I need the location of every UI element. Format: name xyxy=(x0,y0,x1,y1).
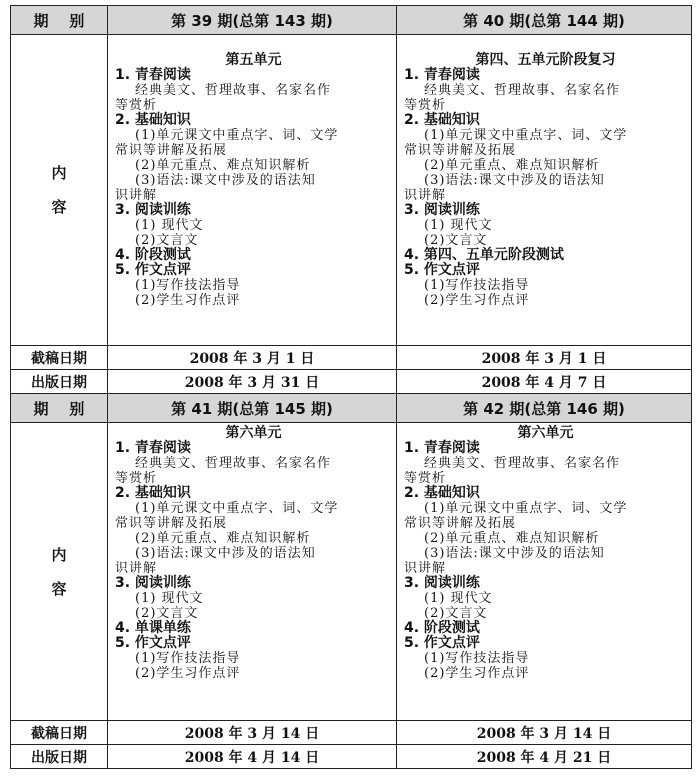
section-item: (2)学生习作点评 xyxy=(424,293,530,308)
cutoff-date: 2008 年 3 月 1 日 xyxy=(397,346,692,370)
section-item: (1) 现代文 xyxy=(424,218,493,233)
unit-heading: 第五单元 xyxy=(225,52,282,68)
section-item: (1)写作技法指导 xyxy=(135,278,241,293)
section-item: 经典美文、哲理故事、名家名作 xyxy=(424,456,621,471)
section-heading: 1. 青春阅读 xyxy=(404,67,480,83)
issue-title: 第 40 期(总第 144 期) xyxy=(397,6,692,35)
section-heading: 4. 单课单练 xyxy=(115,620,191,636)
section-heading: 1. 青春阅读 xyxy=(404,440,480,456)
section-item: (2)学生习作点评 xyxy=(135,666,241,681)
section-item: 经典美文、哲理故事、名家名作 xyxy=(135,83,332,98)
section-heading: 4. 第四、五单元阶段测试 xyxy=(404,247,564,263)
publish-row xyxy=(11,370,692,394)
issue-content xyxy=(397,423,692,721)
section-heading: 2. 基础知识 xyxy=(115,485,191,501)
section-item: 经典美文、哲理故事、名家名作 xyxy=(424,83,621,98)
section-item: (3)语法:课文中涉及的语法知 xyxy=(424,173,605,188)
section-item: 常识等讲解及拓展 xyxy=(404,516,517,531)
section-item: 识讲解 xyxy=(404,561,447,576)
section-item: 常识等讲解及拓展 xyxy=(115,516,228,531)
content-label-top: 内 xyxy=(51,164,67,182)
section-heading: 4. 阶段测试 xyxy=(115,247,191,263)
section-heading: 3. 阅读训练 xyxy=(115,575,191,591)
section-item: (2)单元重点、难点知识解析 xyxy=(424,531,600,546)
issue-content xyxy=(108,35,397,346)
section-item: 等赏析 xyxy=(115,471,158,486)
publish-date: 2008 年 4 月 7 日 xyxy=(397,370,692,394)
content-label-bottom: 容 xyxy=(51,579,67,598)
section-item: 等赏析 xyxy=(115,98,158,113)
content-label xyxy=(11,423,108,721)
cutoff-date: 2008 年 3 月 14 日 xyxy=(397,721,692,745)
section-item: 常识等讲解及拓展 xyxy=(115,143,228,158)
section-item: (2)学生习作点评 xyxy=(135,293,241,308)
section-heading: 3. 阅读训练 xyxy=(404,202,480,218)
cutoff-date: 2008 年 3 月 1 日 xyxy=(108,346,397,370)
section-heading: 5. 作文点评 xyxy=(115,262,191,278)
publish-date: 2008 年 4 月 21 日 xyxy=(397,745,692,769)
issue-content xyxy=(397,35,692,346)
section-item: 识讲解 xyxy=(115,188,158,203)
section-item: (1)写作技法指导 xyxy=(424,278,530,293)
unit-heading: 第六单元 xyxy=(517,425,574,441)
unit-heading: 第四、五单元阶段复习 xyxy=(475,52,616,68)
section-item: 经典美文、哲理故事、名家名作 xyxy=(135,456,332,471)
unit-heading: 第六单元 xyxy=(225,425,282,441)
section-item: (1)单元课文中重点字、词、文学 xyxy=(135,501,339,516)
section-heading: 4. 阶段测试 xyxy=(404,620,480,636)
issue-title: 第 42 期(总第 146 期) xyxy=(397,394,692,423)
issue-content xyxy=(108,423,397,721)
section-heading: 1. 青春阅读 xyxy=(115,67,191,83)
cutoff-label: 截稿日期 xyxy=(11,721,108,745)
section-item: (2)单元重点、难点知识解析 xyxy=(135,158,311,173)
content-label-top: 内 xyxy=(51,545,67,564)
cutoff-row xyxy=(11,721,692,745)
cutoff-row xyxy=(11,346,692,370)
publish-date: 2008 年 4 月 14 日 xyxy=(108,745,397,769)
section-item: (2)单元重点、难点知识解析 xyxy=(135,531,311,546)
publish-row xyxy=(11,745,692,769)
section-heading: 5. 作文点评 xyxy=(404,635,480,651)
publish-date: 2008 年 3 月 31 日 xyxy=(108,370,397,394)
content-row xyxy=(11,35,692,346)
issue-schedule-table xyxy=(10,5,692,769)
section-item: (1)写作技法指导 xyxy=(135,651,241,666)
section-item: (1) 现代文 xyxy=(135,591,204,606)
section-item: (2)文言文 xyxy=(424,606,488,621)
section-item: (1)单元课文中重点字、词、文学 xyxy=(424,501,628,516)
section-item: (1)写作技法指导 xyxy=(424,651,530,666)
section-item: (2)单元重点、难点知识解析 xyxy=(424,158,600,173)
issue-title: 第 39 期(总第 143 期) xyxy=(108,6,397,35)
content-label-bottom: 容 xyxy=(51,198,67,216)
section-item: (3)语法:课文中涉及的语法知 xyxy=(424,546,605,561)
publish-label: 出版日期 xyxy=(11,745,108,769)
section-heading: 2. 基础知识 xyxy=(404,485,480,501)
section-item: (2)文言文 xyxy=(135,606,199,621)
section-item: (1)单元课文中重点字、词、文学 xyxy=(424,128,628,143)
section-item: 等赏析 xyxy=(404,98,447,113)
section-heading: 3. 阅读训练 xyxy=(115,202,191,218)
section-item: 常识等讲解及拓展 xyxy=(404,143,517,158)
section-heading: 2. 基础知识 xyxy=(115,112,191,128)
cutoff-label: 截稿日期 xyxy=(11,346,108,370)
section-item: (3)语法:课文中涉及的语法知 xyxy=(135,173,316,188)
section-item: (3)语法:课文中涉及的语法知 xyxy=(135,546,316,561)
period-label: 期 别 xyxy=(11,394,108,423)
section-item: 等赏析 xyxy=(404,471,447,486)
section-item: (1) 现代文 xyxy=(424,591,493,606)
publish-label: 出版日期 xyxy=(11,370,108,394)
section-item: 识讲解 xyxy=(404,188,447,203)
cutoff-date: 2008 年 3 月 14 日 xyxy=(108,721,397,745)
section-item: (2)文言文 xyxy=(424,233,488,248)
section-heading: 5. 作文点评 xyxy=(404,262,480,278)
header-row xyxy=(11,6,692,35)
section-heading: 5. 作文点评 xyxy=(115,635,191,651)
period-label: 期 别 xyxy=(11,6,108,35)
section-heading: 1. 青春阅读 xyxy=(115,440,191,456)
section-item: (2)文言文 xyxy=(135,233,199,248)
section-heading: 3. 阅读训练 xyxy=(404,575,480,591)
section-heading: 2. 基础知识 xyxy=(404,112,480,128)
header-row xyxy=(11,394,692,423)
content-row xyxy=(11,423,692,721)
section-item: (1)单元课文中重点字、词、文学 xyxy=(135,128,339,143)
section-item: (2)学生习作点评 xyxy=(424,666,530,681)
issue-title: 第 41 期(总第 145 期) xyxy=(108,394,397,423)
section-item: 识讲解 xyxy=(115,561,158,576)
section-item: (1) 现代文 xyxy=(135,218,204,233)
content-label xyxy=(11,35,108,346)
